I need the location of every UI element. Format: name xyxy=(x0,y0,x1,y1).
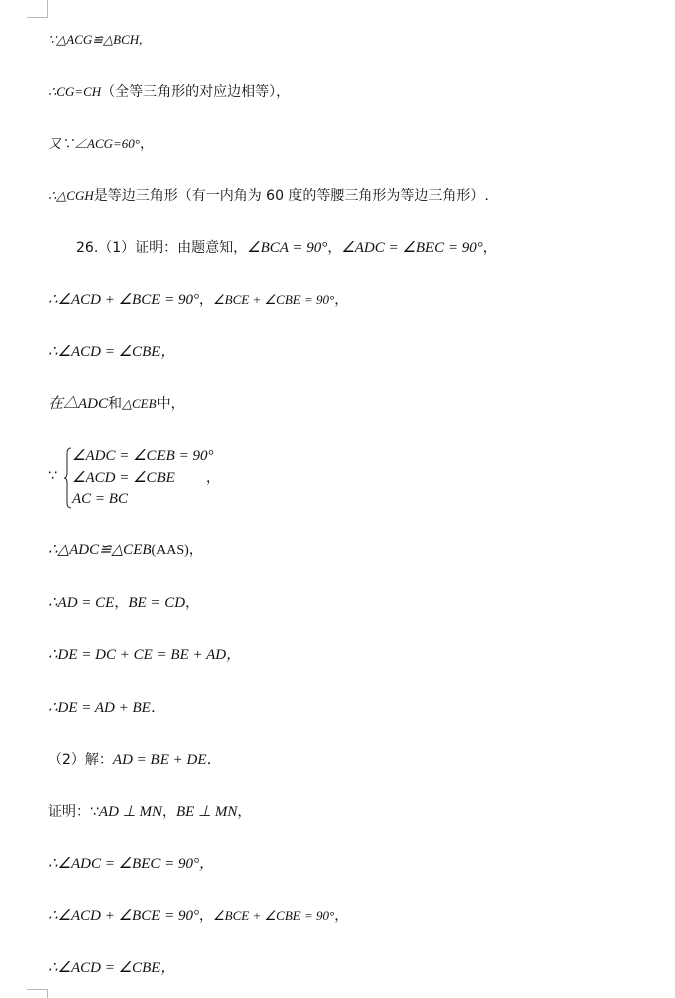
because-sign: ∵ xyxy=(48,468,57,484)
conclusion-part-1: ∴DE = AD + BE． xyxy=(48,700,166,716)
punctuation: ， xyxy=(482,240,497,256)
proof-line-15 xyxy=(48,803,251,821)
proof-label: 证明：∵ xyxy=(48,804,99,820)
triangle-adc: 在△ADC xyxy=(48,396,109,412)
crop-mark-top-horizontal xyxy=(27,17,48,18)
proof-line-3 xyxy=(48,135,154,153)
congruence-rule: (AAS) xyxy=(151,543,189,558)
punctuation: ， xyxy=(199,292,214,308)
punctuation: ， xyxy=(199,908,214,924)
reason-text: （全等三角形的对应边相等）， xyxy=(101,84,291,100)
angle-bca: ∠BCA = 90° xyxy=(247,240,328,256)
punctuation: ， xyxy=(161,804,176,820)
proof-line-12 xyxy=(48,646,241,664)
proof-line-11 xyxy=(48,594,199,612)
crop-mark-bottom-vertical xyxy=(47,989,48,998)
crop-mark-bottom-horizontal xyxy=(27,989,48,990)
conclusion-text: 是等边三角形（有一内角为 60 度的等腰三角形为等边三角形）. xyxy=(93,188,489,204)
angle-sum-2: ∠BCE + ∠CBE = 90° xyxy=(213,292,335,307)
proof-line-7 xyxy=(48,343,175,361)
proof-line-13 xyxy=(48,699,166,717)
angle-sum-1: ∴∠ACD + ∠BCE = 90° xyxy=(48,908,200,924)
punctuation: ， xyxy=(139,136,154,152)
system-row-1: ∠ADC = ∠CEB = 90° xyxy=(72,448,214,464)
angle-equality: ∴∠ACD = ∠CBE， xyxy=(48,960,176,976)
triangle-name: ∴△CGH xyxy=(48,188,94,203)
part-2-answer: AD = BE + DE． xyxy=(112,752,222,768)
problem-26-heading xyxy=(76,239,497,257)
left-brace xyxy=(64,447,72,509)
proof-line-16 xyxy=(48,855,214,873)
system-row-2: ∠ACD = ∠CBE xyxy=(72,470,175,486)
equation-system xyxy=(48,447,248,511)
part-2-label: （2）解： xyxy=(48,752,113,768)
congruence-statement: ∴△ADC≌△CEB xyxy=(48,542,152,558)
proof-line-10 xyxy=(48,541,203,560)
punctuation: ， xyxy=(237,804,252,820)
angle-sum-2: ∠BCE + ∠CBE = 90° xyxy=(213,908,335,923)
punctuation: ， xyxy=(114,595,129,611)
proof-line-6 xyxy=(48,291,348,309)
angle-sum-1: ∴∠ACD + ∠BCE = 90° xyxy=(48,292,200,308)
proof-line-18 xyxy=(48,959,175,977)
proof-line-2 xyxy=(48,83,290,101)
angle-equality: ∴∠ACD = ∠CBE， xyxy=(48,344,176,360)
punctuation: ， xyxy=(185,595,200,611)
triangle-ceb: △CEB xyxy=(122,396,157,411)
proof-line-1 xyxy=(48,31,142,49)
punctuation: ， xyxy=(188,542,203,558)
segment-equality-1: ∴AD = CE xyxy=(48,595,115,611)
conjunction: 和 xyxy=(108,396,123,412)
punctuation: ， xyxy=(206,470,220,486)
segment-equality-2: BE = CD xyxy=(128,595,186,611)
angle-adc-bec: ∠ADC = ∠BEC = 90° xyxy=(341,240,483,256)
part-2-heading xyxy=(48,751,221,769)
proof-line-17 xyxy=(48,907,348,925)
punctuation: ， xyxy=(334,292,349,308)
punctuation: ， xyxy=(334,908,349,924)
equal-sides-statement: ∴CG=CH xyxy=(48,84,102,99)
crop-mark-top-vertical xyxy=(47,0,48,17)
congruence-statement: ∵△ACG≌△BCH, xyxy=(48,32,143,47)
proof-line-8 xyxy=(48,395,185,413)
perpendicular-2: BE ⊥ MN xyxy=(175,804,238,820)
perpendicular-1: AD ⊥ MN xyxy=(98,804,162,820)
angle-statement: 又∵∠ACG=60° xyxy=(48,136,140,151)
right-angles: ∴∠ADC = ∠BEC = 90°， xyxy=(48,856,215,872)
punctuation: ， xyxy=(327,240,342,256)
proof-line-4 xyxy=(48,187,489,205)
preposition: 中， xyxy=(156,396,185,412)
problem-intro: 26.（1）证明：由题意知， xyxy=(76,240,248,256)
segment-sum: ∴DE = DC + CE = BE + AD， xyxy=(48,647,242,663)
system-row-3: AC = BC xyxy=(72,491,128,507)
